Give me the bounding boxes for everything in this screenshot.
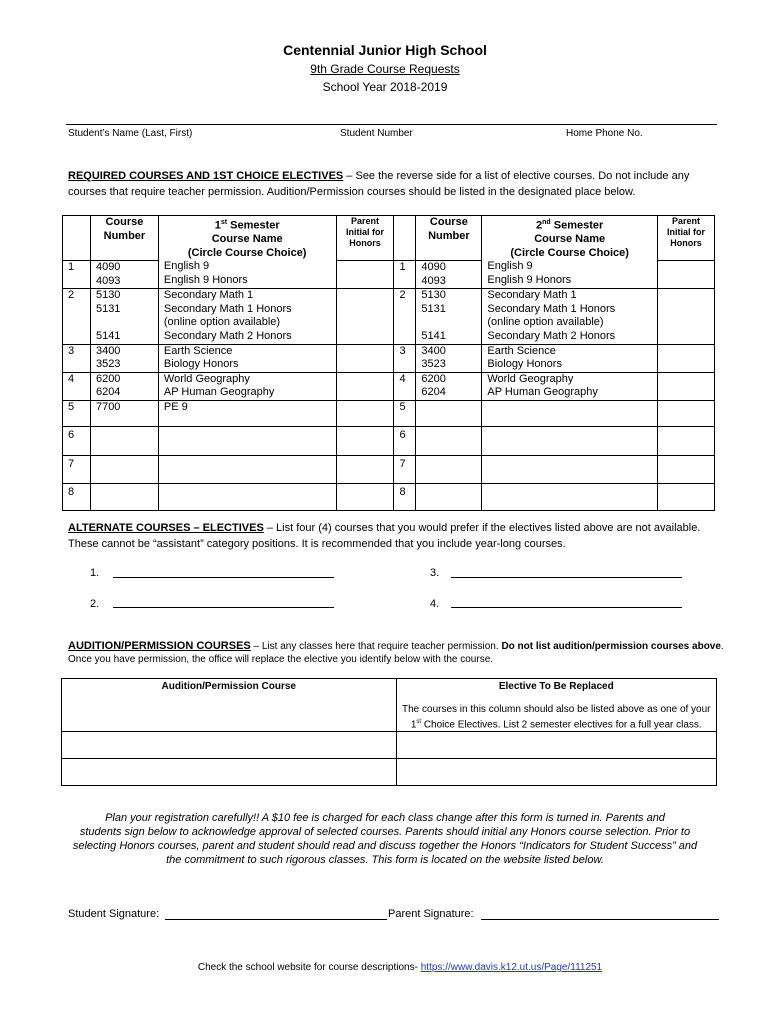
footer: Check the school website for course descriptions- https://www.davis.k12.ut.us/Page/111251 — [197, 962, 603, 973]
audition-heading: AUDITION/PERMISSION COURSES — [68, 640, 251, 652]
parent-initial-cell[interactable] — [657, 372, 714, 400]
table-row — [62, 732, 717, 759]
parent-signature-line[interactable] — [481, 919, 719, 920]
student-signature-line[interactable] — [165, 919, 387, 920]
alternate-heading: ALTERNATE COURSES – ELECTIVES — [68, 522, 264, 534]
course-descriptions-link[interactable]: https://www.davis.k12.ut.us/Page/111251 — [420, 962, 603, 973]
sem2-header: 2nd Semester Course Name (Circle Course Choice) — [482, 216, 658, 261]
table-row: 4 6200 6204 World Geography AP Human Geography 4 6200 6204 World Geography AP Human Geography — [63, 372, 715, 400]
alt-2-line[interactable] — [113, 607, 334, 608]
course-number-header-1: Course Number — [90, 216, 158, 261]
parent-initial-cell[interactable] — [336, 372, 394, 400]
parent-initial-cell[interactable] — [657, 344, 714, 372]
table-row: 7 7 — [63, 455, 715, 483]
table-row — [62, 759, 717, 786]
parent-initial-cell[interactable] — [336, 344, 394, 372]
student-signature-label: Student Signature: — [68, 908, 160, 920]
course-number-header-2: Course Number — [416, 216, 482, 261]
required-heading: REQUIRED COURSES AND 1ST CHOICE ELECTIVES — [68, 170, 344, 182]
audition-instructions: AUDITION/PERMISSION COURSES – List any classes here that require teacher permission. Do not list audition/permission courses above. Once you have permission, the office will replace the elective you identify below with the course. — [68, 640, 724, 665]
student-info-line[interactable] — [66, 124, 717, 125]
plan-notice: Plan your registration carefully!! A $10 fee is charged for each class change after this form is turned in. Parents and students sign below to acknowledge approval of selected courses. Parents should initial any Honors course selection. Prior to selecting Honors courses, parent and student should read and discuss together the Honors “Indicators for Student Success” and the commitment to such rigorous classes. This form is located on the website listed below. — [72, 812, 698, 866]
course-request-table — [62, 215, 715, 511]
form-title: 9th Grade Course Requests — [310, 62, 460, 76]
table-row: 5 7700 PE 9 5 — [63, 400, 715, 426]
sem1-header: 1st Semester Course Name (Circle Course Choice) — [158, 216, 336, 261]
parent-signature-label: Parent Signature: — [388, 908, 474, 920]
alt-4-label: 4. — [430, 598, 440, 610]
student-name-label: Student’s Name (Last, First) — [68, 128, 193, 139]
parent-initial-cell[interactable] — [336, 400, 394, 426]
elective-replaced-header: Elective To Be Replaced The courses in this column should also be listed above as one of your 1st Choice Electives. List 2 semester electives for a full year class. — [396, 679, 716, 732]
audition-table — [61, 678, 717, 786]
parent-initial-cell[interactable] — [657, 260, 714, 288]
table-row: 8 8 — [63, 483, 715, 510]
table-row: 1 4090 4093 English 9 English 9 Honors 1 4090 4093 English 9 English 9 Honors — [63, 260, 715, 288]
parent-initial-cell[interactable] — [657, 400, 714, 426]
audition-course-header: Audition/Permission Course — [62, 679, 397, 732]
alt-3-label: 3. — [430, 567, 440, 579]
alt-1-label: 1. — [90, 567, 100, 579]
school-year: School Year 2018-2019 — [322, 80, 448, 94]
alternate-instructions: ALTERNATE COURSES – ELECTIVES – List four (4) courses that you would prefer if the electives listed above are not available. These cannot be “assistant” category positions. It is recommended that you include year-long courses. — [68, 522, 701, 550]
alt-2-label: 2. — [90, 598, 100, 610]
parent-initial-header-1: Parent Initial for Honors — [336, 216, 394, 261]
alt-3-line[interactable] — [451, 577, 682, 578]
alt-4-line[interactable] — [451, 607, 682, 608]
parent-initial-header-2: Parent Initial for Honors — [657, 216, 714, 261]
home-phone-label: Home Phone No. — [566, 128, 643, 139]
parent-initial-cell[interactable] — [657, 289, 714, 344]
parent-initial-cell[interactable] — [336, 289, 394, 344]
table-row: 3 3400 3523 Earth Science Biology Honors 3 3400 3523 Earth Science Biology Honors — [63, 344, 715, 372]
alt-1-line[interactable] — [113, 577, 334, 578]
student-number-label: Student Number — [340, 128, 413, 139]
required-instructions: REQUIRED COURSES AND 1ST CHOICE ELECTIVES – See the reverse side for a list of elective courses. Do not include any courses that require teacher permission. Audition/Permission courses should be listed in the designated place below. — [68, 170, 690, 198]
table-row: 2 5130 5131 5141 Secondary Math 1 Secondary Math 1 Honors (online option available) Secondary Math 2 Honors 2 5130 5131 5141 Secondary Math 1 Secondary Math 1 Honors (online option available) Secondary Math 2 Honors — [63, 289, 715, 344]
table-row: 6 6 — [63, 426, 715, 455]
parent-initial-cell[interactable] — [336, 260, 394, 288]
school-name: Centennial Junior High School — [283, 42, 487, 58]
